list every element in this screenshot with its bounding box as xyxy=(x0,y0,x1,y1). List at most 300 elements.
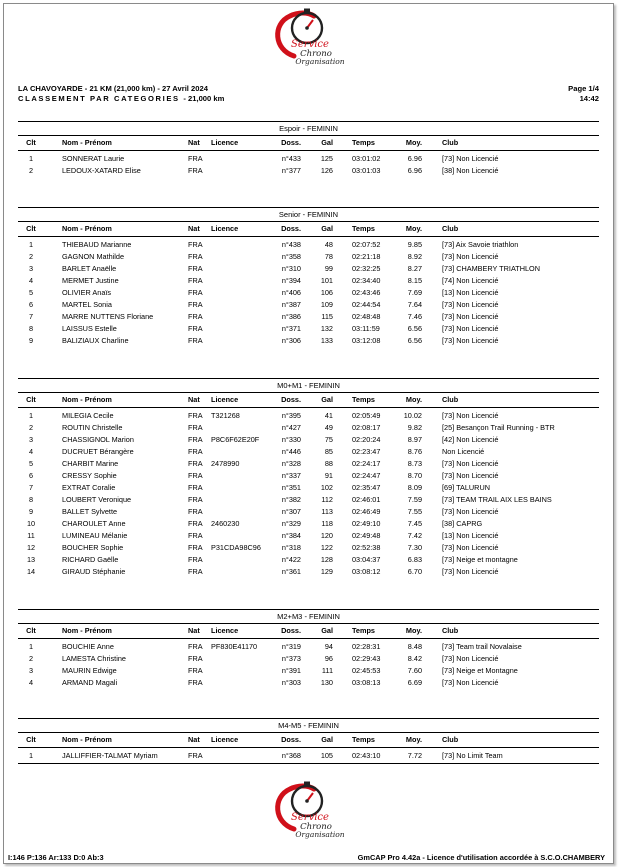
cell-name: LAISSUS Estelle xyxy=(62,324,117,333)
cell-club: [73] Neige et montagne xyxy=(442,555,518,564)
cell-name: MILEGIA Cecile xyxy=(62,411,114,420)
table-row xyxy=(18,446,599,458)
table-row xyxy=(18,335,599,347)
cell-club: [38] CAPRG xyxy=(442,519,483,528)
cell-club: [13] Non Licencié xyxy=(442,531,499,540)
cell-nat: FRA xyxy=(188,483,203,492)
cell-clt: 7 xyxy=(28,312,34,321)
results-rows xyxy=(18,639,599,689)
cell-clt: 2 xyxy=(28,423,34,432)
column-header-clt: Clt xyxy=(26,395,36,404)
cell-nat: FRA xyxy=(188,654,203,663)
cell-name: LOUBERT Veronique xyxy=(62,495,132,504)
cell-gal: 125 xyxy=(320,154,333,163)
cell-clt: 1 xyxy=(28,751,34,760)
cell-name: CHASSIGNOL Marion xyxy=(62,435,134,444)
cell-gal: 111 xyxy=(321,666,333,675)
cell-clt: 3 xyxy=(28,666,34,675)
cell-moy: 8.92 xyxy=(407,252,422,261)
cell-name: CHAROULET Anne xyxy=(62,519,126,528)
category-title: M2+M3 - FEMININ xyxy=(277,612,340,621)
column-header-clt: Clt xyxy=(26,626,36,635)
column-header-club: Club xyxy=(442,395,459,404)
results-rows xyxy=(18,408,599,578)
cell-dossard: n°427 xyxy=(281,423,301,432)
cell-gal: 91 xyxy=(324,471,333,480)
cell-club: [73] Non Licencié xyxy=(442,654,499,663)
cell-clt: 12 xyxy=(26,543,36,552)
cell-gal: 48 xyxy=(324,240,333,249)
cell-name: MARRE NUTTENS Floriane xyxy=(62,312,154,321)
cell-clt: 10 xyxy=(26,519,36,528)
section-end-rule xyxy=(18,763,599,764)
cell-temps: 02:21:18 xyxy=(352,252,381,261)
cell-club: [73] Team trail Novalaise xyxy=(442,642,522,651)
ranking-title: CLASSEMENT PAR CATEGORIES - 21,000 km xyxy=(18,94,225,103)
table-row xyxy=(18,750,599,762)
cell-moy: 6.56 xyxy=(407,336,422,345)
column-header-row xyxy=(18,135,599,151)
cell-gal: 133 xyxy=(320,336,333,345)
cell-club: [73] Non Licencié xyxy=(442,300,499,309)
column-header-nat: Nat xyxy=(188,735,200,744)
cell-club: [25] Besançon Trail Running - BTR xyxy=(442,423,555,432)
cell-moy: 7.45 xyxy=(407,519,422,528)
table-row xyxy=(18,239,599,251)
cell-dossard: n°303 xyxy=(281,678,301,687)
cell-club: [73] Non Licencié xyxy=(442,252,499,261)
cell-club: [13] Non Licencié xyxy=(442,288,499,297)
table-row xyxy=(18,311,599,323)
cell-moy: 7.60 xyxy=(407,666,422,675)
svg-text:Chrono: Chrono xyxy=(299,49,332,59)
cell-clt: 5 xyxy=(28,288,34,297)
results-rows xyxy=(18,237,599,347)
cell-licence: P31CDA98C96 xyxy=(211,543,261,552)
cell-clt: 2 xyxy=(28,166,34,175)
cell-nat: FRA xyxy=(188,471,203,480)
cell-dossard: n°391 xyxy=(281,666,301,675)
cell-clt: 2 xyxy=(28,654,34,663)
cell-nat: FRA xyxy=(188,264,203,273)
table-row xyxy=(18,566,599,578)
column-header-licence: Licence xyxy=(211,626,239,635)
cell-club: [73] Neige et Montagne xyxy=(442,666,518,675)
cell-clt: 3 xyxy=(28,264,34,273)
column-header-name: Nom - Prénom xyxy=(62,626,112,635)
cell-clt: 1 xyxy=(28,642,34,651)
cell-name: CRESSY Sophie xyxy=(62,471,117,480)
cell-nat: FRA xyxy=(188,495,203,504)
cell-temps: 02:05:49 xyxy=(352,411,381,420)
cell-dossard: n°373 xyxy=(281,654,301,663)
cell-name: LEDOUX-XATARD Elise xyxy=(62,166,141,175)
cell-gal: 75 xyxy=(324,435,333,444)
results-sheet xyxy=(3,3,614,864)
cell-name: GIRAUD Stéphanie xyxy=(62,567,126,576)
cell-name: EXTRAT Coralie xyxy=(62,483,116,492)
cell-nat: FRA xyxy=(188,312,203,321)
table-row xyxy=(18,542,599,554)
column-header-dossard: Doss. xyxy=(281,626,301,635)
cell-dossard: n°394 xyxy=(281,276,301,285)
cell-dossard: n°406 xyxy=(281,288,301,297)
svg-text:Service: Service xyxy=(290,39,329,50)
cell-temps: 03:08:13 xyxy=(352,678,381,687)
table-row xyxy=(18,530,599,542)
cell-dossard: n°446 xyxy=(281,447,301,456)
cell-nat: FRA xyxy=(188,288,203,297)
cell-temps: 02:35:47 xyxy=(352,483,381,492)
cell-dossard: n°306 xyxy=(281,336,301,345)
category-title: M0+M1 - FEMININ xyxy=(277,381,340,390)
cell-clt: 1 xyxy=(28,411,34,420)
cell-club: [38] Non Licencié xyxy=(442,166,499,175)
table-row xyxy=(18,494,599,506)
column-header-licence: Licence xyxy=(211,735,239,744)
cell-nat: FRA xyxy=(188,531,203,540)
cell-dossard: n°422 xyxy=(281,555,301,564)
cell-gal: 102 xyxy=(320,483,333,492)
column-header-gal: Gal xyxy=(321,395,333,404)
cell-nat: FRA xyxy=(188,642,203,651)
svg-text:Service: Service xyxy=(290,812,329,823)
cell-temps: 02:34:40 xyxy=(352,276,381,285)
cell-moy: 9.85 xyxy=(407,240,422,249)
cell-nat: FRA xyxy=(188,666,203,675)
table-row xyxy=(18,323,599,335)
cell-dossard: n°371 xyxy=(281,324,301,333)
results-header xyxy=(18,84,599,114)
column-header-name: Nom - Prénom xyxy=(62,138,112,147)
column-header-gal: Gal xyxy=(321,138,333,147)
cell-gal: 88 xyxy=(324,459,333,468)
cell-club: [73] CHAMBERY TRIATHLON xyxy=(442,264,540,273)
sco-logo-bottom xyxy=(264,779,354,843)
cell-moy: 8.48 xyxy=(407,642,422,651)
table-row xyxy=(18,458,599,470)
cell-dossard: n°307 xyxy=(281,507,301,516)
cell-nat: FRA xyxy=(188,154,203,163)
cell-name: RICHARD Gaëlle xyxy=(62,555,119,564)
category-title: M4-M5 - FEMININ xyxy=(278,721,339,730)
cell-moy: 9.82 xyxy=(407,423,422,432)
column-header-clt: Clt xyxy=(26,224,36,233)
cell-name: LUMINEAU Mélanie xyxy=(62,531,128,540)
cell-temps: 02:24:47 xyxy=(352,471,381,480)
table-row xyxy=(18,410,599,422)
cell-name: DUCRUET Bérangère xyxy=(62,447,134,456)
cell-moy: 8.97 xyxy=(407,435,422,444)
cell-temps: 03:01:02 xyxy=(352,154,381,163)
cell-name: ARMAND Magali xyxy=(62,678,118,687)
column-header-temps: Temps xyxy=(352,735,375,744)
category-section xyxy=(18,121,599,177)
cell-nat: FRA xyxy=(188,276,203,285)
results-rows xyxy=(18,748,599,762)
column-header-club: Club xyxy=(442,224,459,233)
cell-clt: 3 xyxy=(28,435,34,444)
cell-nat: FRA xyxy=(188,252,203,261)
cell-nat: FRA xyxy=(188,336,203,345)
svg-text:Chrono: Chrono xyxy=(299,822,332,832)
column-header-dossard: Doss. xyxy=(281,138,301,147)
category-section xyxy=(18,609,599,689)
column-header-licence: Licence xyxy=(211,138,239,147)
cell-moy: 8.76 xyxy=(407,447,422,456)
cell-temps: 02:32:25 xyxy=(352,264,381,273)
cell-gal: 120 xyxy=(320,531,333,540)
cell-moy: 7.64 xyxy=(407,300,422,309)
cell-nat: FRA xyxy=(188,423,203,432)
table-row xyxy=(18,153,599,165)
cell-name: BALIZIAUX Charline xyxy=(62,336,129,345)
cell-temps: 03:01:03 xyxy=(352,166,381,175)
cell-gal: 129 xyxy=(320,567,333,576)
category-title: Espoir - FEMININ xyxy=(279,124,338,133)
category-section xyxy=(18,718,599,764)
category-section xyxy=(18,378,599,578)
category-title: Senior - FEMININ xyxy=(278,210,339,219)
cell-temps: 02:28:31 xyxy=(352,642,381,651)
column-header-nat: Nat xyxy=(188,138,200,147)
cell-dossard: n°368 xyxy=(281,751,301,760)
column-header-row xyxy=(18,221,599,237)
cell-name: SONNERAT Laurie xyxy=(62,154,125,163)
column-header-club: Club xyxy=(442,138,459,147)
cell-moy: 7.46 xyxy=(407,312,422,321)
cell-moy: 8.73 xyxy=(407,459,422,468)
cell-dossard: n°377 xyxy=(281,166,301,175)
column-header-dossard: Doss. xyxy=(281,735,301,744)
cell-gal: 96 xyxy=(324,654,333,663)
cell-clt: 9 xyxy=(28,336,34,345)
cell-moy: 6.70 xyxy=(407,567,422,576)
table-row xyxy=(18,641,599,653)
cell-clt: 4 xyxy=(28,276,34,285)
cell-gal: 105 xyxy=(320,751,333,760)
cell-nat: FRA xyxy=(188,567,203,576)
cell-clt: 8 xyxy=(28,324,34,333)
cell-gal: 41 xyxy=(324,411,333,420)
cell-licence: T321268 xyxy=(211,411,240,420)
cell-club: [69] TALURUN xyxy=(442,483,490,492)
race-statistics: I:146 P:136 Ar:133 D:0 Ab:3 xyxy=(8,853,104,862)
cell-temps: 02:29:43 xyxy=(352,654,381,663)
cell-name: MERMET Justine xyxy=(62,276,119,285)
table-row xyxy=(18,677,599,689)
table-row xyxy=(18,263,599,275)
column-header-gal: Gal xyxy=(321,735,333,744)
cell-moy: 8.27 xyxy=(407,264,422,273)
cell-nat: FRA xyxy=(188,435,203,444)
cell-club: [73] Aix Savoie triathlon xyxy=(442,240,519,249)
cell-dossard: n°318 xyxy=(281,543,301,552)
column-header-moy: Moy. xyxy=(405,224,422,233)
column-header-row xyxy=(18,732,599,748)
column-header-dossard: Doss. xyxy=(281,395,301,404)
cell-dossard: n°310 xyxy=(281,264,301,273)
cell-temps: 02:43:10 xyxy=(352,751,381,760)
cell-moy: 6.96 xyxy=(407,154,422,163)
cell-moy: 8.09 xyxy=(407,483,422,492)
cell-nat: FRA xyxy=(188,751,203,760)
cell-moy: 7.69 xyxy=(407,288,422,297)
cell-clt: 9 xyxy=(28,507,34,516)
cell-nat: FRA xyxy=(188,240,203,249)
cell-name: MARTEL Sonia xyxy=(62,300,112,309)
cell-licence: 2460230 xyxy=(211,519,240,528)
cell-dossard: n°319 xyxy=(281,642,301,651)
page-info xyxy=(568,84,599,104)
column-header-gal: Gal xyxy=(321,626,333,635)
cell-clt: 11 xyxy=(27,531,35,540)
cell-nat: FRA xyxy=(188,300,203,309)
column-header-name: Nom - Prénom xyxy=(62,395,112,404)
cell-temps: 02:46:01 xyxy=(352,495,381,504)
cell-gal: 109 xyxy=(320,300,333,309)
cell-moy: 7.30 xyxy=(407,543,422,552)
column-header-club: Club xyxy=(442,735,459,744)
cell-gal: 115 xyxy=(321,312,333,321)
cell-clt: 7 xyxy=(28,483,34,492)
cell-name: BARLET Anaëlle xyxy=(62,264,117,273)
cell-gal: 122 xyxy=(320,543,333,552)
cell-moy: 6.83 xyxy=(407,555,422,564)
cell-dossard: n°395 xyxy=(281,411,301,420)
cell-moy: 7.55 xyxy=(407,507,422,516)
cell-dossard: n°438 xyxy=(281,240,301,249)
column-header-temps: Temps xyxy=(352,138,375,147)
cell-temps: 02:08:17 xyxy=(352,423,381,432)
cell-temps: 02:48:48 xyxy=(352,312,381,321)
column-header-licence: Licence xyxy=(211,395,239,404)
cell-club: [73] Non Licencié xyxy=(442,543,499,552)
cell-nat: FRA xyxy=(188,447,203,456)
cell-temps: 02:49:10 xyxy=(352,519,381,528)
cell-dossard: n°387 xyxy=(281,300,301,309)
column-header-licence: Licence xyxy=(211,224,239,233)
cell-club: [73] No Limit Team xyxy=(442,751,503,760)
cell-moy: 7.59 xyxy=(407,495,422,504)
column-header-dossard: Doss. xyxy=(281,224,301,233)
print-time: 14:42 xyxy=(579,94,599,103)
table-row xyxy=(18,506,599,518)
cell-clt: 4 xyxy=(28,678,34,687)
table-row xyxy=(18,275,599,287)
table-row xyxy=(18,653,599,665)
table-row xyxy=(18,251,599,263)
table-row xyxy=(18,482,599,494)
cell-temps: 02:49:48 xyxy=(352,531,381,540)
cell-licence: PF830E41170 xyxy=(211,642,258,651)
cell-temps: 03:12:08 xyxy=(352,336,381,345)
cell-dossard: n°330 xyxy=(281,435,301,444)
column-header-nat: Nat xyxy=(188,224,200,233)
cell-dossard: n°329 xyxy=(281,519,301,528)
cell-name: JALLIFFIER-TALMAT Myriam xyxy=(62,751,158,760)
cell-gal: 49 xyxy=(324,423,333,432)
cell-club: [73] Non Licencié xyxy=(442,324,499,333)
table-row xyxy=(18,299,599,311)
cell-clt: 8 xyxy=(28,495,34,504)
cell-gal: 126 xyxy=(320,166,333,175)
table-row xyxy=(18,470,599,482)
results-rows xyxy=(18,151,599,177)
cell-clt: 5 xyxy=(28,459,34,468)
cell-club: [42] Non Licencié xyxy=(442,435,499,444)
stopwatch-logo-icon xyxy=(264,6,354,70)
cell-nat: FRA xyxy=(188,519,203,528)
cell-gal: 128 xyxy=(320,555,333,564)
cell-dossard: n°337 xyxy=(281,471,301,480)
cell-clt: 6 xyxy=(28,300,34,309)
cell-gal: 113 xyxy=(321,507,333,516)
cell-moy: 8.70 xyxy=(407,471,422,480)
cell-clt: 14 xyxy=(26,567,36,576)
cell-dossard: n°361 xyxy=(281,567,301,576)
cell-temps: 02:24:17 xyxy=(352,459,381,468)
cell-temps: 02:23:47 xyxy=(352,447,381,456)
table-row xyxy=(18,287,599,299)
column-header-clt: Clt xyxy=(26,735,36,744)
svg-text:Organisation: Organisation xyxy=(294,57,345,66)
cell-dossard: n°382 xyxy=(281,495,301,504)
cell-nat: FRA xyxy=(188,543,203,552)
cell-clt: 13 xyxy=(26,555,36,564)
cell-club: [73] Non Licencié xyxy=(442,336,499,345)
cell-clt: 1 xyxy=(28,154,34,163)
cell-licence: P8C6F62E20F xyxy=(211,435,260,444)
software-licence: GmCAP Pro 4.42a - Licence d'utilisation accordée à S.C.O.CHAMBERY xyxy=(357,853,605,862)
table-row xyxy=(18,518,599,530)
cell-moy: 8.15 xyxy=(407,276,422,285)
category-section xyxy=(18,207,599,347)
column-header-moy: Moy. xyxy=(405,138,422,147)
stopwatch-logo-icon xyxy=(264,779,354,843)
column-header-moy: Moy. xyxy=(405,395,422,404)
cell-temps: 02:43:46 xyxy=(352,288,381,297)
cell-nat: FRA xyxy=(188,678,203,687)
cell-gal: 101 xyxy=(320,276,333,285)
cell-dossard: n°328 xyxy=(281,459,301,468)
cell-moy: 7.42 xyxy=(407,531,422,540)
cell-gal: 106 xyxy=(320,288,333,297)
cell-gal: 99 xyxy=(324,264,333,273)
sco-logo xyxy=(264,6,354,70)
cell-temps: 02:44:54 xyxy=(352,300,381,309)
cell-moy: 6.69 xyxy=(407,678,422,687)
column-header-name: Nom - Prénom xyxy=(62,224,112,233)
cell-nat: FRA xyxy=(188,507,203,516)
cell-club: [73] Non Licencié xyxy=(442,567,499,576)
cell-name: BALLET Sylvette xyxy=(62,507,118,516)
column-header-name: Nom - Prénom xyxy=(62,735,112,744)
table-row xyxy=(18,165,599,177)
cell-temps: 02:20:24 xyxy=(352,435,381,444)
table-row xyxy=(18,434,599,446)
cell-dossard: n°384 xyxy=(281,531,301,540)
cell-temps: 02:45:53 xyxy=(352,666,381,675)
cell-dossard: n°386 xyxy=(281,312,301,321)
table-row xyxy=(18,665,599,677)
cell-gal: 85 xyxy=(324,447,333,456)
cell-club: [73] Non Licencié xyxy=(442,411,499,420)
column-header-moy: Moy. xyxy=(405,735,422,744)
cell-dossard: n°433 xyxy=(281,154,301,163)
cell-nat: FRA xyxy=(188,555,203,564)
event-title: LA CHAVOYARDE - 21 KM (21,000 km) - 27 Avril 2024 xyxy=(18,84,208,93)
